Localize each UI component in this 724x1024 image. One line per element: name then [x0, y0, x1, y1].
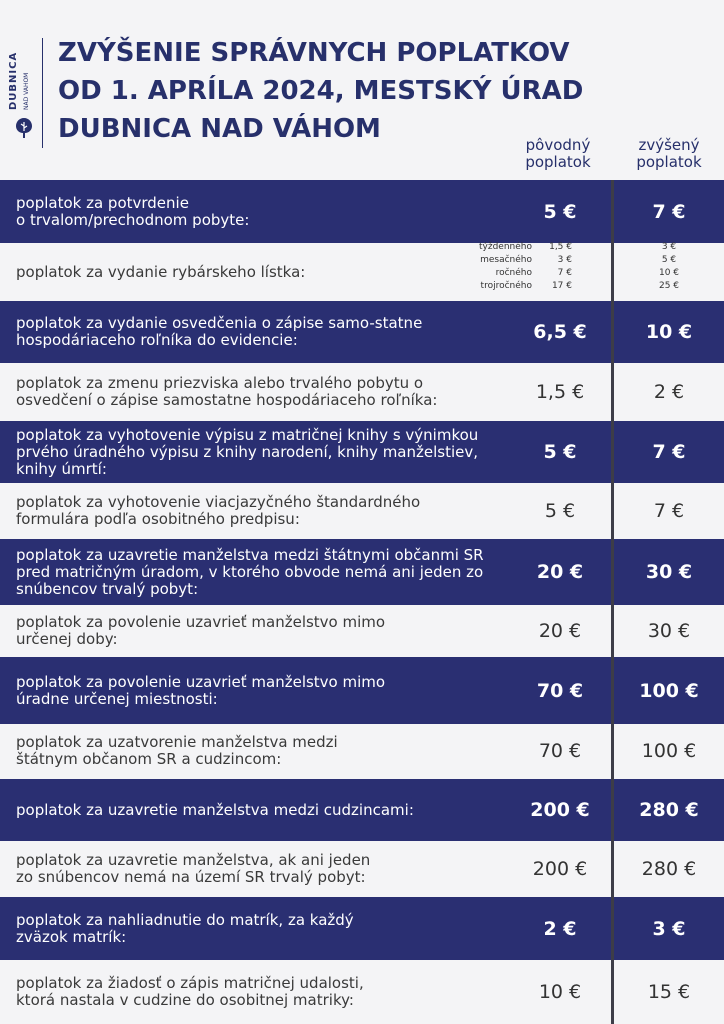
fishing-rate-row [462, 241, 724, 254]
fishing-rate-row [462, 267, 724, 280]
fee-label: poplatok za zmenu priezviska alebo trvalého pobytu o osvedčení o zápise samostatne hospodáriaceho roľníka: [16, 374, 438, 409]
table-row [0, 363, 724, 421]
column-divider [611, 180, 614, 1024]
original-fee: 20 € [538, 620, 582, 642]
original-fee: 2 € [543, 917, 577, 940]
increased-fee: 100 € [639, 679, 699, 702]
logo-divider [42, 38, 43, 148]
fee-label: poplatok za vyhotovenie viacjazyčného štandardného formulára podľa osobitného predpisu: [16, 492, 421, 528]
title-line-2: OD 1. APRÍLA 2024, MESTSKÝ ÚRAD [58, 76, 584, 106]
table-row [0, 724, 724, 777]
fee-label: poplatok za vyhotovenie výpisu z matričnej knihy s výnimkou prvého úradného výpisu z knihy narodení, knihy manželstiev, knihy úmrtí: [16, 425, 479, 478]
fishing-rate-original: 17 € [551, 281, 572, 291]
tree-icon [12, 116, 36, 140]
fishing-rate-row [462, 280, 724, 293]
column-header-original [506, 137, 610, 171]
table-row [0, 539, 724, 605]
fishing-rate-increased: 10 € [658, 268, 680, 278]
increased-fee: 15 € [647, 981, 691, 1003]
original-fee: 70 € [536, 679, 584, 702]
logo [8, 38, 42, 148]
table-row [0, 960, 724, 1024]
original-fee: 5 € [544, 499, 576, 522]
increased-fee: 10 € [645, 321, 693, 343]
fee-label: poplatok za uzatvorenie manželstva medzi štátnym občanom SR a cudzincom: [16, 732, 338, 768]
table-row [0, 779, 724, 841]
original-fee: 10 € [538, 981, 582, 1003]
increased-fee: 7 € [652, 200, 686, 223]
page-title [58, 34, 618, 148]
fishing-rate-period: trojročného [480, 281, 532, 291]
fishing-license-rates [462, 241, 724, 293]
fishing-rate-original: 3 € [557, 255, 572, 265]
fee-label: poplatok za povolenie uzavrieť manželstvo mimo určenej doby: [16, 613, 386, 648]
column-header-increased-line1: zvýšený [638, 136, 700, 154]
increased-fee: 30 € [647, 620, 691, 642]
increased-fee: 7 € [652, 441, 686, 463]
original-fee: 5 € [543, 200, 577, 223]
original-fee: 5 € [543, 441, 577, 463]
table-row [0, 301, 724, 363]
table-row [0, 483, 724, 538]
increased-fee: 2 € [653, 381, 685, 403]
fee-label: poplatok za povolenie uzavrieť manželstvo mimo úradne určenej miestnosti: [16, 672, 386, 708]
table-row [0, 657, 724, 724]
fishing-rate-increased: 25 € [658, 281, 680, 291]
logo-name: DUBNICA [8, 51, 19, 110]
fee-label: poplatok za vydanie osvedčenia o zápise samo-statne hospodáriaceho roľníka do evidencie: [16, 314, 423, 349]
table-row [0, 841, 724, 897]
column-header-original-line1: pôvodný [525, 136, 591, 154]
fishing-rate-original: 7 € [557, 268, 572, 278]
fee-label: poplatok za potvrdenie o trvalom/prechodnom pobyte: [16, 193, 250, 229]
fishing-rate-period: ročného [495, 268, 532, 278]
table-row [0, 605, 724, 657]
original-fee: 200 € [530, 799, 590, 821]
fishing-rate-increased: 5 € [661, 255, 677, 265]
column-header-increased [614, 137, 724, 171]
increased-fee: 100 € [641, 739, 697, 762]
fee-label: poplatok za uzavretie manželstva, ak ani jeden zo snúbencov nemá na území SR trvalý pobyt: [16, 851, 371, 886]
table-row [0, 897, 724, 960]
column-header-original-line2: poplatok [525, 153, 591, 171]
increased-fee: 3 € [652, 917, 686, 940]
fishing-rate-period: mesačného [480, 255, 532, 265]
column-header-increased-line2: poplatok [636, 153, 702, 171]
fee-label: poplatok za žiadosť o zápis matričnej udalosti, ktorá nastala v cudzine do osobitnej matriky: [16, 974, 364, 1009]
original-fee: 1,5 € [535, 381, 585, 403]
fishing-rate-original: 1,5 € [549, 242, 572, 252]
original-fee: 70 € [538, 739, 582, 762]
fee-label: poplatok za vydanie rybárskeho lístka: [16, 262, 306, 281]
original-fee: 6,5 € [533, 321, 587, 343]
fee-label: poplatok za nahliadnutie do matrík, za každý zväzok matrík: [16, 910, 354, 946]
logo-subtitle: NAD VÁHOM [23, 72, 30, 110]
table-row [0, 180, 724, 243]
increased-fee: 280 € [641, 858, 697, 880]
increased-fee: 280 € [639, 799, 699, 821]
original-fee: 200 € [532, 858, 588, 880]
fishing-rate-period: týždenného [479, 242, 532, 252]
title-line-3: DUBNICA NAD VÁHOM [58, 114, 381, 144]
increased-fee: 30 € [645, 561, 693, 583]
fee-label: poplatok za uzavretie manželstva medzi štátnymi občanmi SR pred matričným úradom, v ktorého obvode nemá ani jeden zo snúbencov trvalý pobyt: [16, 545, 484, 598]
fee-label: poplatok za uzavretie manželstva medzi cudzincami: [16, 800, 414, 819]
title-line-1: ZVÝŠENIE SPRÁVNYCH POPLATKOV [58, 38, 570, 68]
fishing-rate-row [462, 254, 724, 267]
table-row [0, 421, 724, 483]
increased-fee: 7 € [653, 499, 685, 522]
fishing-rate-increased: 3 € [661, 242, 677, 252]
original-fee: 20 € [536, 561, 584, 583]
